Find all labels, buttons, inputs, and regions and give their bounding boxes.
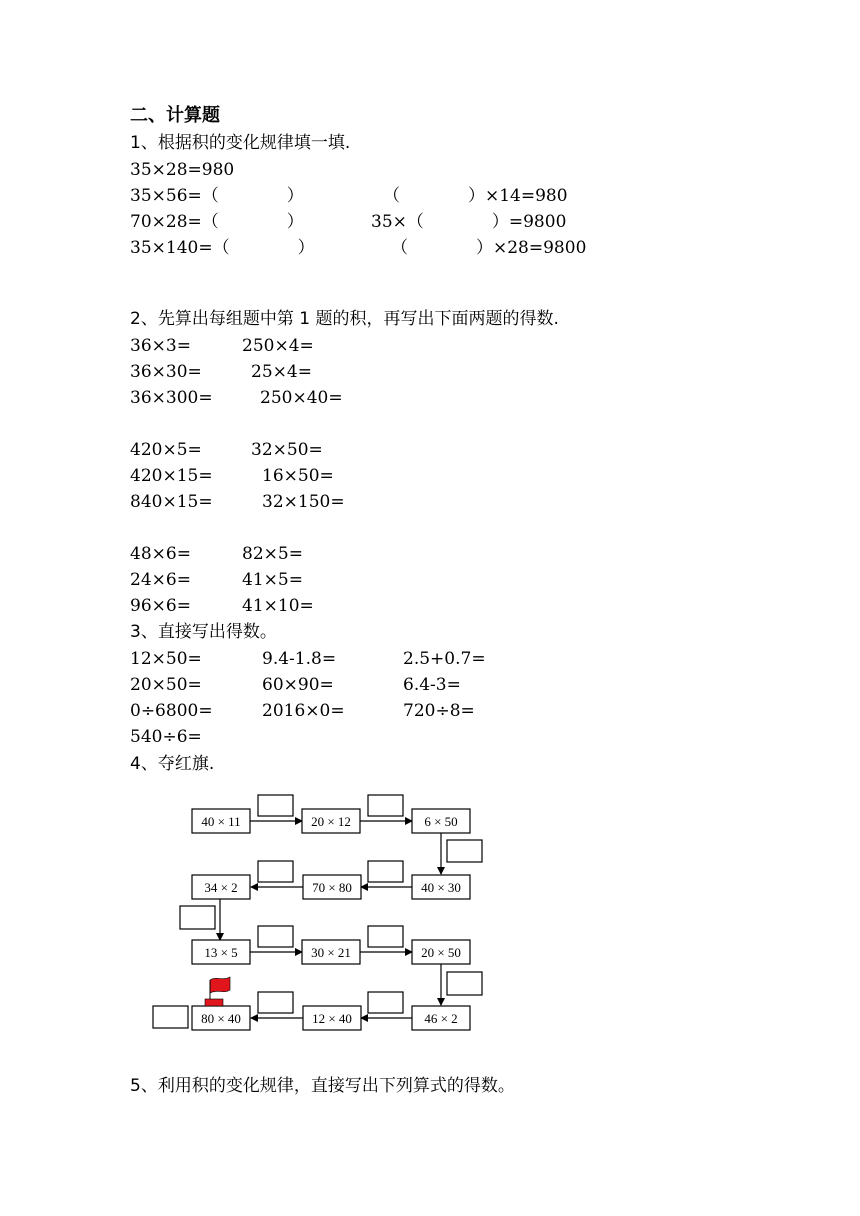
expr-label: 80 × 40 (201, 1011, 241, 1026)
q3-item: 720÷8= (403, 701, 475, 721)
q1-row3-left: 35×140=（ ） (130, 238, 315, 258)
expr-label: 40 × 30 (421, 880, 461, 895)
q1-row1-left: 35×56=（ ） (130, 186, 304, 206)
expr-label: 6 × 50 (424, 814, 458, 829)
q2-item: 24×6= (130, 570, 191, 590)
q2-item: 36×30= (130, 362, 202, 382)
answer-box[interactable] (180, 906, 215, 929)
q2-item: 250×4= (242, 336, 314, 356)
q3-item: 6.4-3= (403, 675, 461, 695)
expr-label: 30 × 21 (311, 945, 351, 960)
q2-item: 840×15= (130, 492, 213, 512)
q3-item: 20×50= (130, 675, 202, 695)
answer-box[interactable] (258, 795, 293, 816)
q2-item: 82×5= (242, 544, 303, 564)
expr-label: 46 × 2 (424, 1011, 458, 1026)
answer-box[interactable] (153, 1006, 188, 1028)
q2-item: 250×40= (260, 388, 343, 408)
q2-item: 41×5= (242, 570, 303, 590)
red-flag-icon (205, 977, 230, 1006)
q3-item: 2.5+0.7= (403, 649, 486, 669)
expr-label: 20 × 50 (421, 945, 461, 960)
section-title: 二、计算题 (130, 105, 220, 126)
expr-label: 12 × 40 (312, 1011, 352, 1026)
expr-label: 34 × 2 (204, 880, 238, 895)
expr-label: 40 × 11 (201, 814, 241, 829)
q2-item: 420×15= (130, 466, 213, 486)
q1-row2-left: 70×28=（ ） (130, 212, 304, 232)
answer-box[interactable] (368, 926, 403, 947)
q2-item: 36×3= (130, 336, 191, 356)
q1-row2-right: 35×（ ）=9800 (371, 212, 567, 232)
q2-item: 36×300= (130, 388, 213, 408)
q2-item: 32×50= (251, 440, 323, 460)
q1-given: 35×28=980 (130, 160, 235, 180)
q2-item: 420×5= (130, 440, 202, 460)
expr-label: 70 × 80 (312, 880, 352, 895)
answer-box[interactable] (368, 992, 403, 1013)
answer-box[interactable] (258, 992, 293, 1013)
q2-item: 16×50= (262, 466, 334, 486)
q2-item: 96×6= (130, 596, 191, 616)
q3-item: 2016×0= (262, 701, 345, 721)
q2-item: 32×150= (262, 492, 345, 512)
q5-title: 5、利用积的变化规律，直接写出下列算式的得数。 (130, 1076, 515, 1096)
q2-item: 41×10= (242, 596, 314, 616)
q3-item: 0÷6800= (130, 701, 213, 721)
answer-box[interactable] (447, 840, 482, 862)
q1-title: 1、根据积的变化规律填一填. (130, 133, 351, 153)
q1-row1-right: （ ）×14=980 (383, 186, 568, 206)
q2-title: 2、先算出每组题中第 1 题的积，再写出下面两题的得数. (130, 309, 559, 329)
q1-row3-right: （ ）×28=9800 (391, 238, 587, 258)
answer-box[interactable] (368, 795, 403, 816)
q2-item: 25×4= (251, 362, 312, 382)
q4-title: 4、夺红旗. (130, 754, 215, 774)
answer-box[interactable] (258, 926, 293, 947)
answer-box[interactable] (258, 861, 293, 882)
q2-item: 48×6= (130, 544, 191, 564)
q3-title: 3、直接写出得数。 (130, 622, 277, 642)
q3-item: 60×90= (262, 675, 334, 695)
q3-item: 540÷6= (130, 727, 202, 747)
answer-box[interactable] (447, 972, 482, 995)
answer-box[interactable] (368, 861, 403, 882)
q3-item: 9.4-1.8= (262, 649, 337, 669)
q3-item: 12×50= (130, 649, 202, 669)
expr-label: 13 × 5 (204, 945, 238, 960)
expr-label: 20 × 12 (311, 814, 351, 829)
